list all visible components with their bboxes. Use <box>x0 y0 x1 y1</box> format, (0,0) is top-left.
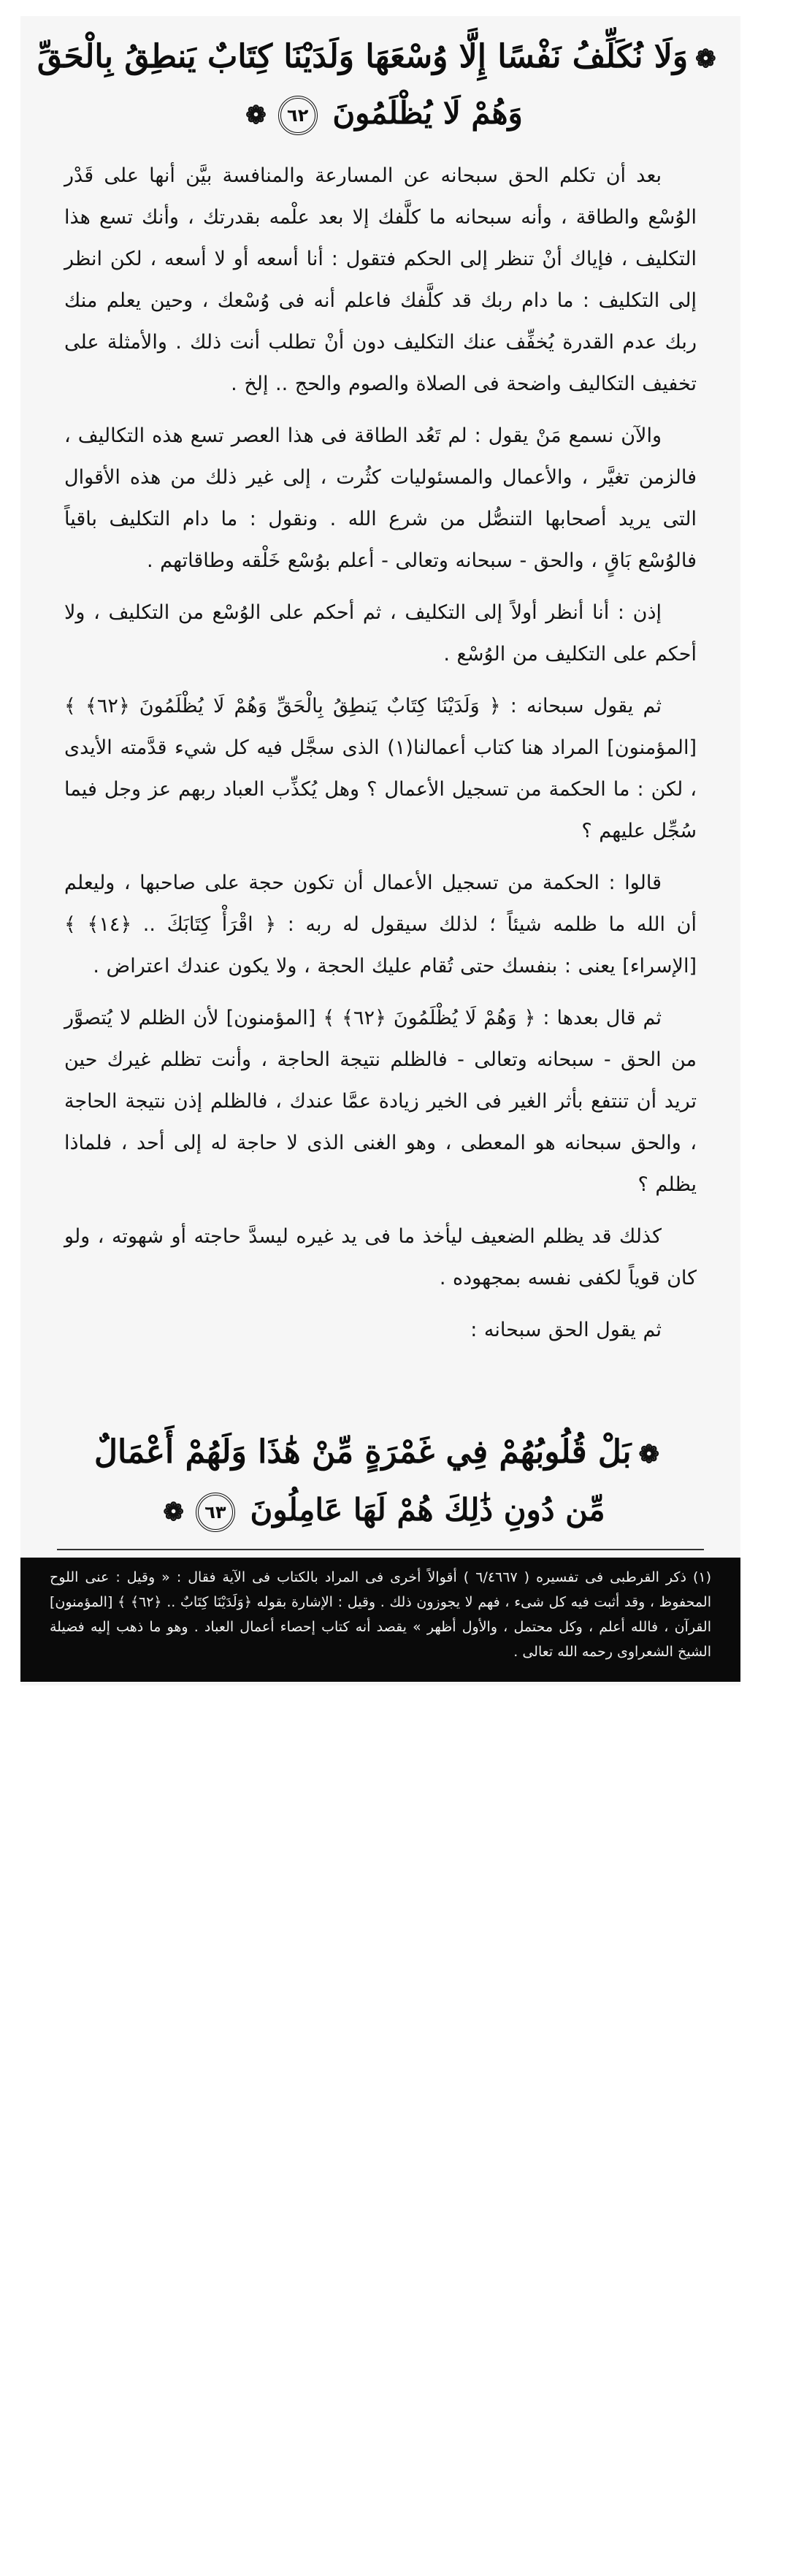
paragraph: ثم يقول الحق سبحانه : <box>470 1319 662 1341</box>
book-page <box>20 16 740 1685</box>
verse-text: بَلْ قُلُوبُهُمْ فِي غَمْرَةٍ مِّنْ هَٰذَا وَلَهُمْ أَعْمَالٌ <box>93 1433 632 1471</box>
paragraph: إذن : أنا أنظر أولاً إلى التكليف ، ثم أحكم على الوُسْع من التكليف ، ولا أحكم على التكليف من الوُسْع . <box>64 601 697 666</box>
footnote <box>20 1558 740 1682</box>
verse-header-line1 <box>20 38 740 75</box>
paragraph: والآن نسمع مَنْ يقول : لم تَعُد الطاقة فى هذا العصر تسع هذه التكاليف ، فالزمن تغيَّر ، والأعمال والمسئوليات كثُرت ، إلى غير ذلك من هذه الأقوال التى يريد أصحابها التنصُّل من شرع الله . ونقول : ما دام التكليف باقياً فالوُسْع بَاقٍ ، والحق - سبحانه وتعالى - أعلم بوُسْع خَلْقه وطاقاتهم . <box>64 424 697 572</box>
verse-start-ornament-icon: ❁ <box>638 1439 660 1469</box>
verse-text: وَهُمْ لَا يُظْلَمُونَ <box>332 95 523 131</box>
commentary-body <box>64 155 697 1351</box>
verse-start-ornament-icon: ❁ <box>695 44 717 74</box>
ayah-number-badge: ٦٣ <box>196 1493 235 1532</box>
footnote-divider <box>57 1549 704 1550</box>
paragraph: كذلك قد يظلم الضعيف ليأخذ ما فى يد غيره ليسدَّ حاجته أو شهوته ، ولو كان قوياً لكفى نفسه بمجهوده . <box>64 1225 697 1289</box>
paragraph: قالوا : الحكمة من تسجيل الأعمال أن تكون حجة على صاحبها ، وليعلم أن الله ما ظلمه شيئاً ؛ لذلك سيقول له ربه : ﴿ اقْرَأْ كِتَابَكَ .. ﴿١٤﴾ ﴾ [الإسراء] يعنى : بنفسك حتى تُقام عليك الحجة ، ولا يكون عندك اعتراض . <box>64 872 697 978</box>
verse-text: مِّن دُونِ ذَٰلِكَ هُمْ لَهَا عَامِلُونَ <box>250 1492 605 1528</box>
verse-text: وَلَا نُكَلِّفُ نَفْسًا إِلَّا وُسْعَهَا وَلَدَيْنَا كِتَابٌ يَنطِقُ بِالْحَقِّ <box>37 38 689 75</box>
footnote-text: (١) ذكر القرطبى فى تفسيره ( ٦/٤٦٦٧ ) أقوالاً أخرى فى المراد بالكتاب فى الآية فقال : « وقيل : عنى اللوح المحفوظ ، وقد أثبت فيه كل شىء ، فهم لا يجوزون ذلك . وقيل : الإشارة بقوله ﴿وَلَدَيْنَا كِتَابٌ .. ﴿٦٢﴾ ﴾ [المؤمنون] القرآن ، فالله أعلم ، وكل محتمل ، والأول أظهر » يقصد أنه كتاب إحصاء أعمال العباد . وهو ما ذهب إليه فضيلة الشيخ الشعراوى رحمه الله تعالى . <box>50 1569 711 1660</box>
paragraph: ثم يقول سبحانه : ﴿ وَلَدَيْنَا كِتَابٌ يَنطِقُ بِالْحَقِّ وَهُمْ لَا يُظْلَمُونَ ﴿٦٢﴾ ﴾ [المؤمنون] المراد هنا كتاب أعمالنا(١) الذى سجَّل فيه كل شيء قدَّمته الأيدى ، لكن : ما الحكمة من تسجيل الأعمال ؟ وهل يُكذِّب العباد ربهم عز وجل فيما سُجِّل عليهم ؟ <box>64 695 697 842</box>
verse-header-line2 <box>20 95 740 135</box>
verse-end-ornament-icon: ❁ <box>245 101 267 130</box>
next-verse-line1 <box>20 1433 740 1471</box>
paragraph: ثم قال بعدها : ﴿ وَهُمْ لَا يُظْلَمُونَ ﴿٦٢﴾ ﴾ [المؤمنون] لأن الظلم لا يُتصوَّر من الحق - سبحانه وتعالى - فالظلم نتيجة الحاجة ، وأنت تظلم غيرك حين تريد أن تنتفع بأثر الغير فى الخير زيادة عمَّا عندك ، فالظلم إذن نتيجة الحاجة ، والحق سبحانه هو المعطى ، وهو الغنى الذى لا حاجة له إلى أحد ، فلماذا يظلم ؟ <box>64 1007 697 1196</box>
paragraph: بعد أن تكلم الحق سبحانه عن المسارعة والمنافسة بيَّن أنها على قَدْر الوُسْع والطاقة ، وأنه سبحانه ما كلَّفك إلا بعد علْمه بقدرتك ، وأنك تسع هذا التكليف ، فإياك أنْ تنظر إلى الحكم فتقول : أنا أسعه أو لا أسعه ، لكن انظر إلى التكليف : ما دام ربك قد كلَّفك فاعلم أنه فى وُسْعك ، وحين يعلم منك ربك عدم القدرة يُخفِّف عنك التكليف دون أنْ تطلب أنت ذلك . والأمثلة على تخفيف التكاليف واضحة فى الصلاة والصوم والحج .. إلخ . <box>64 164 697 395</box>
next-verse-line2 <box>20 1492 740 1532</box>
ayah-number-badge: ٦٢ <box>278 96 318 135</box>
verse-end-ornament-icon: ❁ <box>163 1498 184 1527</box>
